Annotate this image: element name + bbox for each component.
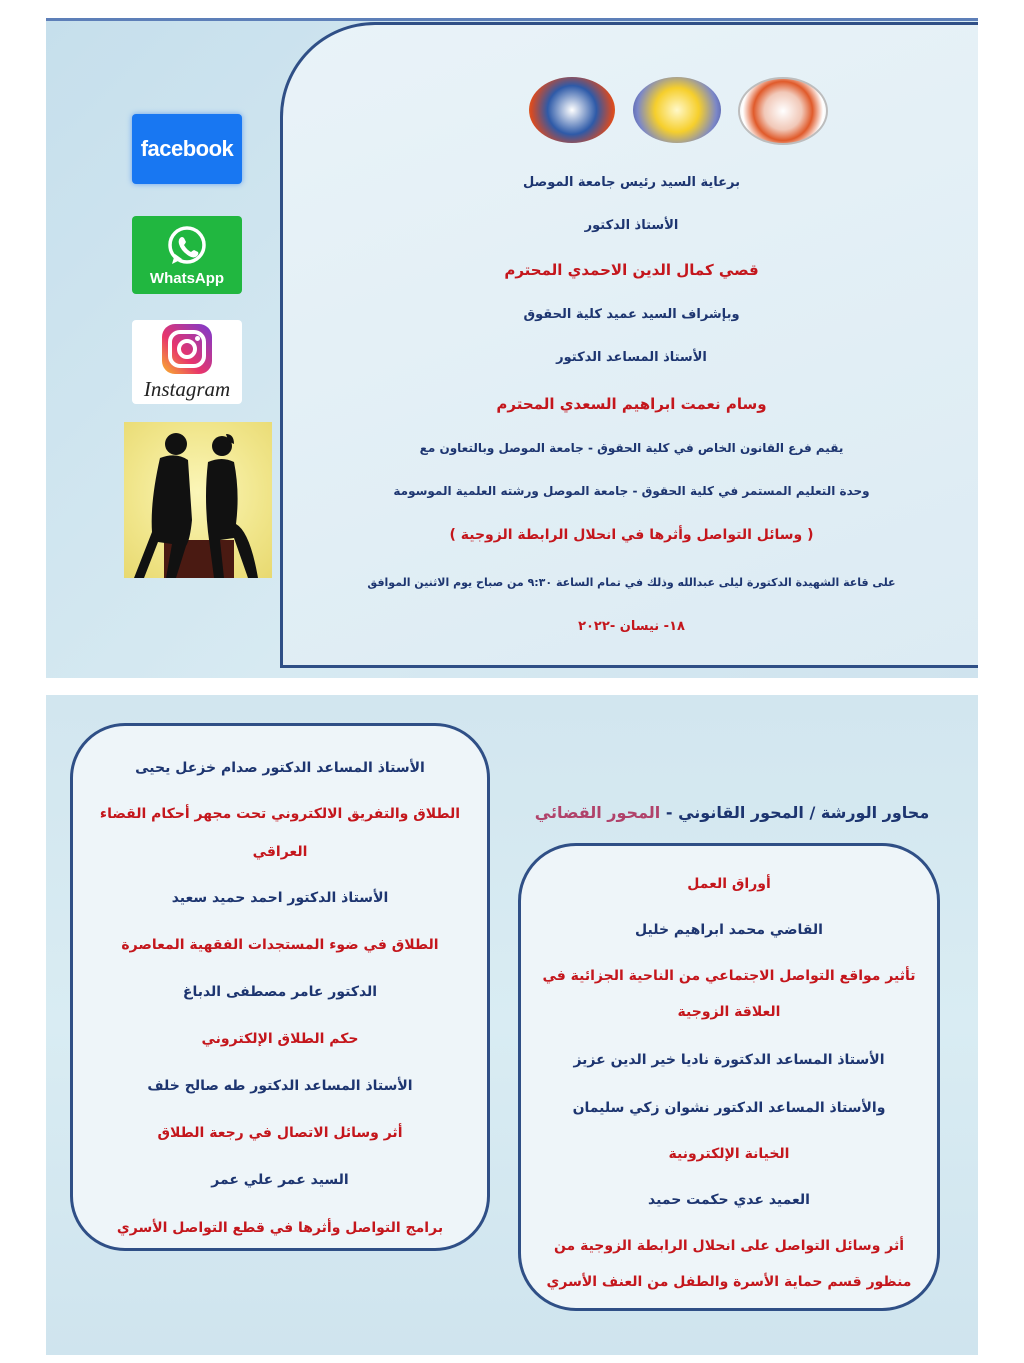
invitation-card (280, 22, 978, 668)
assistant-professor-title: الأستاذ المساعد الدكتور (556, 350, 707, 365)
speaker-8: والأستاذ المساعد الدكتور نشوان زكي سليمان (572, 1100, 886, 1116)
topic-8-line-1: أثر وسائل التواصل على انحلال الرابطة الزوجية من (553, 1238, 905, 1254)
speaker-5: السيد عمر علي عمر (211, 1172, 349, 1188)
mosul-university-logo-icon (738, 77, 828, 145)
president-name: قصي كمال الدين الاحمدي المحترم (504, 261, 759, 279)
instagram-label: Instagram (143, 376, 231, 401)
whatsapp-icon[interactable] (132, 216, 242, 294)
speaker-9: العميد عدي حكمت حميد (648, 1192, 810, 1208)
supervision-line: وبإشراف السيد عميد كلية الحقوق (523, 307, 740, 322)
axes-heading (526, 803, 938, 822)
topic-1-line-1: الطلاق والتفريق الالكتروني تحت مجهر أحكام القضاء (99, 806, 461, 822)
topic-5: برامج التواصل وأثرها في قطع التواصل الأسري (116, 1220, 444, 1236)
facebook-label: facebook (140, 136, 234, 161)
papers-card-left (70, 723, 490, 1251)
date-line: ١٨- نيسان -٢٠٢٢ (578, 619, 685, 634)
whatsapp-phone-icon (162, 224, 212, 268)
whatsapp-label: WhatsApp (149, 269, 225, 287)
speaker-4: الأستاذ المساعد الدكتور طه صالح خلف (147, 1078, 413, 1094)
patron-line: برعاية السيد رئيس جامعة الموصل (523, 175, 740, 190)
topic-1-line-2: العراقي (252, 844, 308, 860)
organizer-line-1: يقيم فرع القانون الخاص في كلية الحقوق - جامعة الموصل وبالتعاون مع (419, 441, 844, 455)
topic-7: الخيانة الإلكترونية (668, 1146, 790, 1162)
workshop-axes-panel (46, 695, 978, 1355)
workshop-title: ( وسائل التواصل وأثرها في انحلال الرابطة الزوجية ) (449, 527, 814, 543)
professor-title: الأستاذ الدكتور (584, 218, 679, 233)
topic-3: حكم الطلاق الإلكتروني (201, 1031, 359, 1047)
couple-silhouette-image (124, 422, 272, 578)
topic-6-line-2: العلاقة الزوجية (677, 1004, 781, 1020)
topic-2: الطلاق في ضوء المستجدات الفقهية المعاصرة (121, 937, 439, 953)
invitation-panel (46, 18, 978, 678)
topic-8-line-2: منظور قسم حماية الأسرة والطفل من العنف الأسري (546, 1274, 912, 1290)
papers-card-right (518, 843, 940, 1311)
dean-name: وسام نعمت ابراهيم السعدي المحترم (496, 395, 767, 413)
speaker-3: الدكتور عامر مصطفى الدباغ (182, 984, 378, 1000)
speaker-6: القاضي محمد ابراهيم خليل (635, 922, 823, 938)
speaker-2: الأستاذ الدكتور احمد حميد سعيد (171, 890, 389, 906)
instagram-icon[interactable] (132, 320, 242, 404)
law-college-logo-icon (633, 77, 721, 143)
organizer-line-2: وحدة التعليم المستمر في كلية الحقوق - جامعة الموصل ورشته العلمية الموسومة (393, 484, 870, 498)
papers-heading: أوراق العمل (687, 876, 771, 892)
topic-6-line-1: تأثير مواقع التواصل الاجتماعي من الناحية الجزائية في (542, 968, 916, 984)
speaker-1: الأستاذ المساعد الدكتور صدام خزعل يحيى (135, 760, 425, 776)
axes-heading-judicial: المحور القضائي (534, 803, 661, 822)
speaker-7: الأستاذ المساعد الدكتورة ناديا خير الدين عزيز (573, 1052, 885, 1068)
venue-line: على قاعة الشهيدة الدكتورة ليلى عبدالله وذلك في تمام الساعة ٩:٣٠ من صباح يوم الاثنين الموافق (367, 576, 896, 589)
facebook-icon[interactable] (132, 114, 242, 184)
axes-heading-legal: محاور الورشة / المحور القانوني - (665, 803, 930, 822)
university-logo-left-icon (529, 77, 615, 143)
instagram-camera-icon (159, 323, 215, 375)
topic-4: أثر وسائل الاتصال في رجعة الطلاق (157, 1125, 403, 1141)
top-divider (46, 18, 978, 21)
